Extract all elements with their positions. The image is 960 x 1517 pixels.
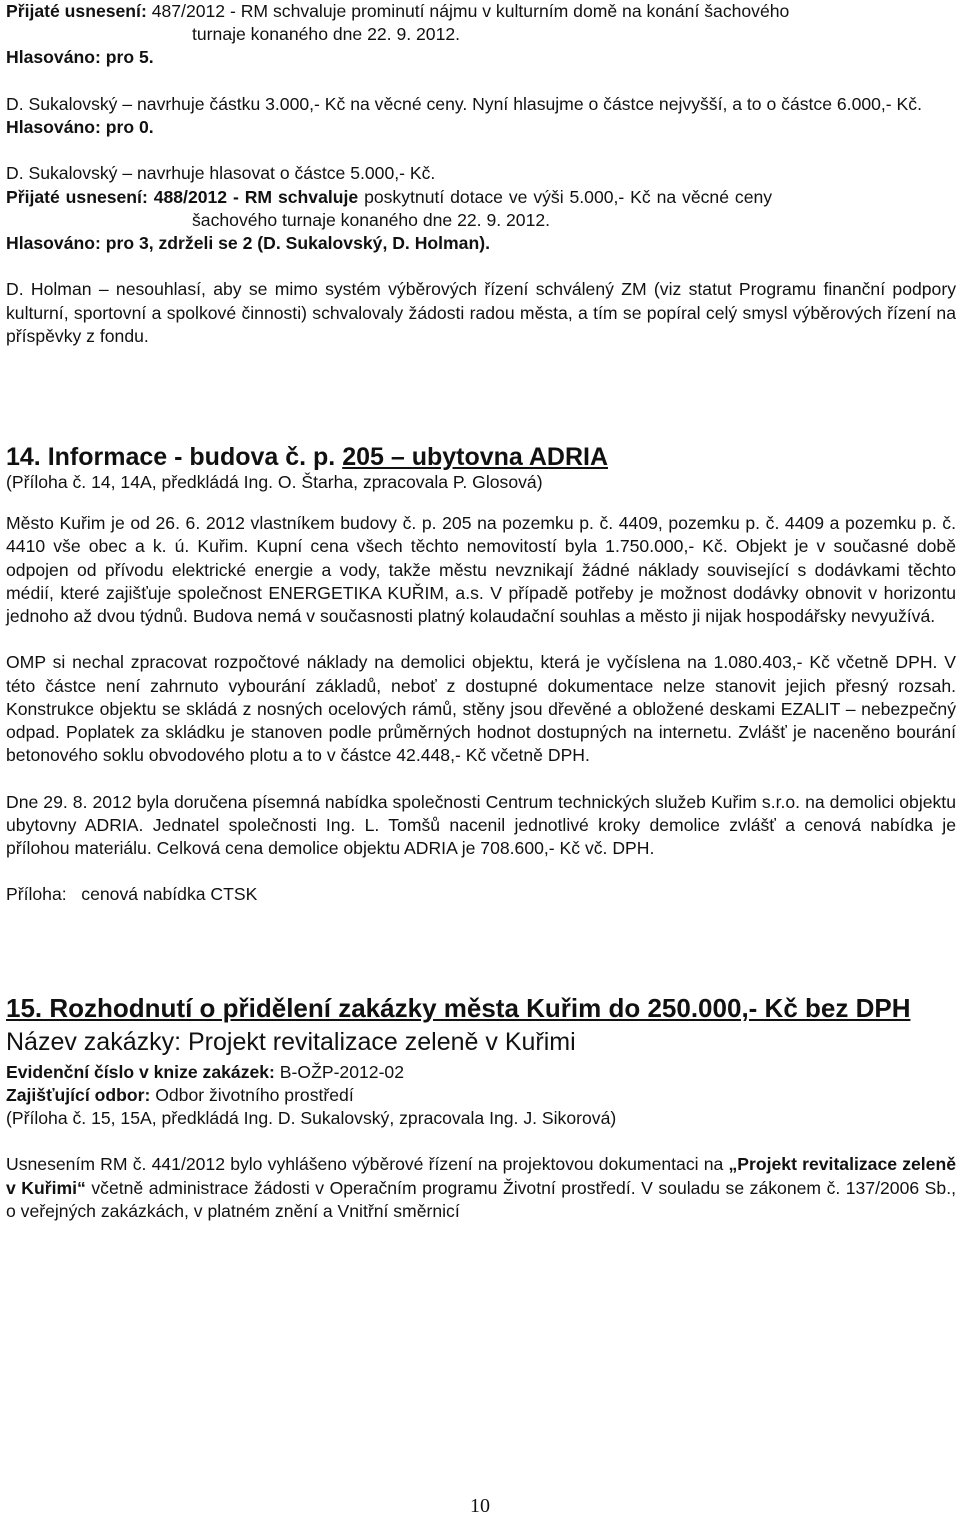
resolution-label: Přijaté usnesení: xyxy=(6,186,148,207)
section-paragraph: Město Kuřim je od 26. 6. 2012 vlastníkem budovy č. p. 205 na pozemku p. č. 4409, pozemku p. č. 4409 a pozemku p. č. 4410 vše obec a k. ú. Kuřim. Kupní cena všech těchto nemovitostí byla 1.750.000,- Kč. Objekt je v současné době odpojen od přívodu elektrické energie a vody, takže městu nevznikají žádné náklady související s dodávkami těchto médií, které zajišťuje společnost ENERGETIKA KUŘIM, a.s. V případě potřeby je možnost dodávky obnovit v horizontu jednoho až dvou týdnů. Budova nemá v současnosti platný kolaudační souhlas a město ji nijak hospodářsky nevyužívá. xyxy=(6,513,956,627)
attachment-note: (Příloha č. 14, 14A, předkládá Ing. O. Štarha, zpracovala P. Glosová) xyxy=(6,472,543,492)
section-paragraph: Usnesením RM č. 441/2012 bylo vyhlášeno výběrové řízení na projektovou dokumentaci na „Projekt revitalizace zeleně v Kuřimi“ včetně administrace žádosti v Operačním programu Životní prostředí. V souladu se zákonem č. 137/2006 Sb., o veřejných zakázkách, v platném znění a Vnitřní směrnicí xyxy=(6,1154,956,1221)
document-page xyxy=(6,0,956,1223)
vote-result: Hlasováno: pro 5. xyxy=(6,47,154,68)
section-14 xyxy=(6,441,956,907)
resolution-text: poskytnutí dotace ve výši 5.000,- Kč na věcné ceny xyxy=(364,186,773,207)
contract-title: Název zakázky: Projekt revitalizace zeleně v Kuřimi xyxy=(6,1027,576,1056)
discussion-block xyxy=(6,93,956,255)
resolution-text: 487/2012 - RM schvaluje prominutí nájmu v kulturním domě na konání šachového xyxy=(151,1,790,21)
attachment-note: (Příloha č. 15, 15A, předkládá Ing. D. Sukalovský, zpracovala Ing. J. Sikorová) xyxy=(6,1108,617,1129)
registry-value: B-OŽP-2012-02 xyxy=(274,1061,404,1082)
section-paragraph: Dne 29. 8. 2012 byla doručena písemná nabídka společnosti Centrum technických služeb Kuřim s.r.o. na demolici objektu ubytovny ADRIA. Jednatel společnosti Ing. L. Tomšů nacenil jednotlivé kroky demolice zvlášť a cenová nabídka je přílohou materiálu. Celková cena demolice objektu ADRIA je 708.600,- Kč vč. DPH. xyxy=(6,791,956,859)
resolution-487 xyxy=(6,0,956,70)
department-label: Zajišťující odbor: xyxy=(6,1084,151,1105)
resolution-number: 488/2012 - RM schvaluje xyxy=(153,186,359,207)
department-value: Odbor životního prostředí xyxy=(150,1084,354,1105)
vote-result: Hlasováno: pro 3, zdrželi se 2 (D. Sukalovský, D. Holman). xyxy=(6,233,490,253)
vote-result: Hlasováno: pro 0. xyxy=(6,117,154,137)
resolution-label: Přijaté usnesení: xyxy=(6,1,147,21)
section-paragraph: OMP si nechal zpracovat rozpočtové náklady na demolici objektu, která je vyčíslena na 1.080.403,- Kč včetně DPH. V této částce není zahrnuto vybourání základů, neboť z dostupné dokumentace nelze stanovit jejich přesný rozsah. Konstrukce objektu se skládá z nosných ocelových rámů, stěny jsou dřevěné a obložené deskami EZALIT – nebezpečný odpad. Poplatek za skládku je stanoven podle průměrných hodnot dostupných na internetu. Zvlášť je naceněno bourání betonového soklu obvodového plotu a to v částce 42.448,- Kč včetně DPH. xyxy=(6,652,956,766)
proposal-paragraph: D. Sukalovský – navrhuje hlasovat o částce 5.000,- Kč. xyxy=(6,163,436,184)
attachment-line: Příloha: cenová nabídka CTSK xyxy=(6,884,258,905)
section-heading: 15. Rozhodnutí o přidělení zakázky města Kuřim do 250.000,- Kč bez DPH xyxy=(6,992,911,1023)
resolution-text-cont: turnaje konaného dne 22. 9. 2012. xyxy=(192,24,461,45)
proposal-paragraph: D. Sukalovský – navrhuje částku 3.000,- Kč na věcné ceny. Nyní hlasujme o částce nejvyšší, a to o částce 6.000,- Kč. xyxy=(6,93,922,114)
objection-paragraph: D. Holman – nesouhlasí, aby se mimo systém výběrových řízení schválený ZM (viz statut Programu finanční podpory kulturní, sportovní a spolkové činnosti) schvalovaly žádosti radou města, a tím se popíral celý smysl výběrových řízení na příspěvky z fondu. xyxy=(6,279,956,346)
registry-label: Evidenční číslo v knize zakázek: xyxy=(6,1061,275,1082)
page-number: 10 xyxy=(470,1495,490,1517)
section-heading: 14. Informace - budova č. p. 205 – ubytovna ADRIA xyxy=(6,443,609,471)
resolution-text-cont: šachového turnaje konaného dne 22. 9. 2012. xyxy=(192,209,551,230)
section-15 xyxy=(6,991,956,1223)
